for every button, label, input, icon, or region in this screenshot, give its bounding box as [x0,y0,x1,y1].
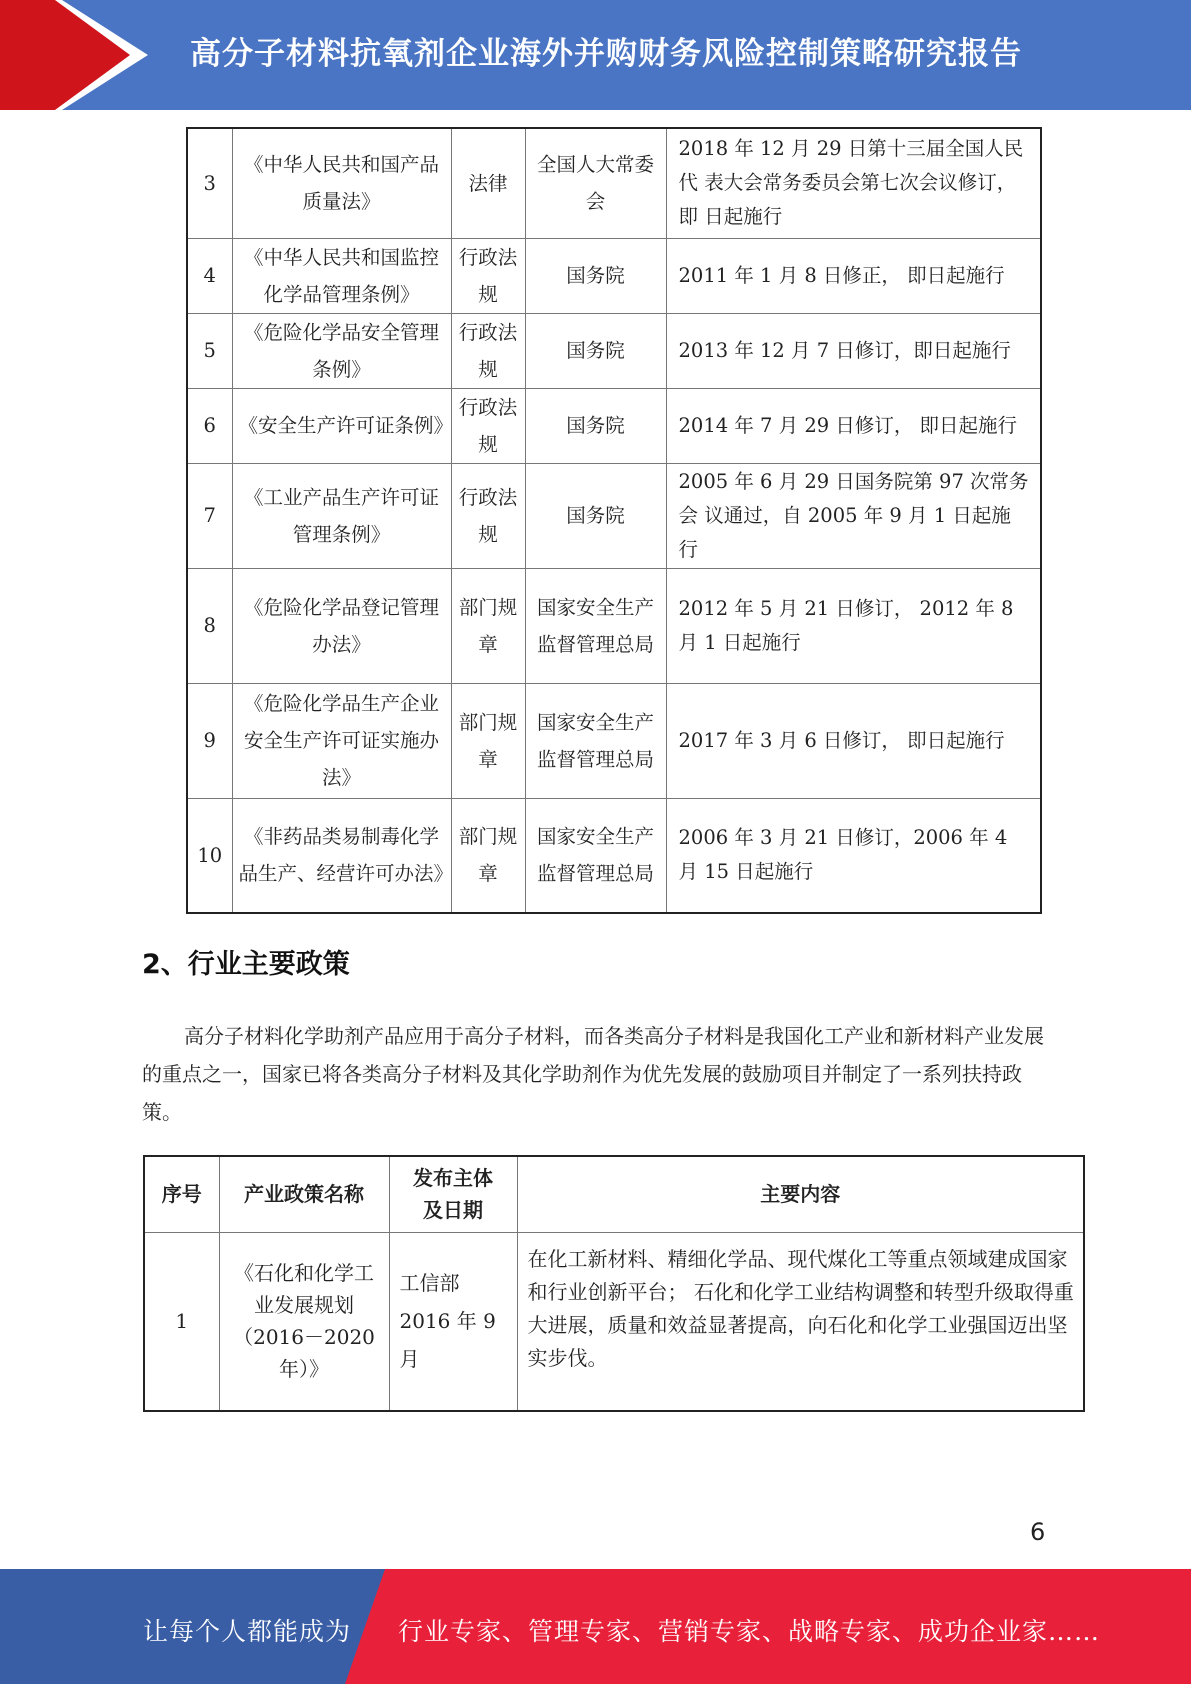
footer-slogan-left: 让每个人都能成为 [143,1617,352,1646]
regulation-name: 《工业产品生产许可证管理条例》 [232,463,451,568]
table-row [187,128,1041,238]
issuing-authority: 国家安全生产监督管理总局 [525,798,666,913]
issuing-authority: 国家安全生产监督管理总局 [525,568,666,683]
page-header [0,0,1191,110]
table-row [187,683,1041,798]
table-header-row [144,1156,1084,1232]
regulations-table [186,127,1042,914]
regulation-status: 2014 年 7 月 29 日修订， 即日起施行 [666,388,1041,463]
regulation-name: 《危险化学品生产企业安全生产许可证实施办法》 [232,683,451,798]
column-header: 产业政策名称 [219,1156,389,1232]
issuing-authority: 国务院 [525,388,666,463]
section-heading: 2、行业主要政策 [142,949,350,980]
issuing-authority: 国家安全生产监督管理总局 [525,683,666,798]
row-number: 4 [187,238,232,313]
row-number: 3 [187,128,232,238]
regulation-name: 《中华人民共和国监控化学品管理条例》 [232,238,451,313]
regulation-status: 2017 年 3 月 6 日修订， 即日起施行 [666,683,1041,798]
table-row [187,313,1041,388]
row-number: 8 [187,568,232,683]
table-row [144,1232,1084,1411]
page-number: 6 [1030,1518,1046,1546]
column-header: 主要内容 [517,1156,1084,1232]
regulation-name: 《中华人民共和国产品质量法》 [232,128,451,238]
regulation-name: 《安全生产许可证条例》 [232,388,451,463]
row-number: 6 [187,388,232,463]
row-number: 10 [187,798,232,913]
footer-slogan-right: 行业专家、管理专家、营销专家、战略专家、成功企业家…… [398,1617,1101,1646]
policy-name: 《石化和化学工业发展规划（2016－2020年）》 [219,1232,389,1411]
policy-content: 在化工新材料、精细化学品、现代煤化工等重点领域建成国家和行业创新平台； 石化和化学工业结构调整和转型升级取得重大进展，质量和效益显著提高，向石化和化学工业强国迈出坚实步伐。 [517,1232,1084,1411]
regulation-type: 行政法规 [451,388,525,463]
table-row [187,798,1041,913]
page-footer [0,1569,1191,1684]
table-row [187,463,1041,568]
regulation-name: 《非药品类易制毒化学品生产、经营许可办法》 [232,798,451,913]
regulation-name: 《危险化学品安全管理条例》 [232,313,451,388]
issuing-authority: 国务院 [525,463,666,568]
regulation-type: 行政法规 [451,463,525,568]
regulation-type: 行政法规 [451,238,525,313]
row-number: 1 [144,1232,219,1411]
table-row [187,568,1041,683]
regulation-status: 2012 年 5 月 21 日修订， 2012 年 8 月 1 日起施行 [666,568,1041,683]
row-number: 7 [187,463,232,568]
section-paragraph: 高分子材料化学助剂产品应用于高分子材料，而各类高分子材料是我国化工产业和新材料产业发展的重点之一，国家已将各类高分子材料及其化学助剂作为优先发展的鼓励项目并制定了一系列扶持政策。 [142,1024,1044,1124]
publisher-and-date: 工信部 2016 年 9 月 [389,1232,517,1411]
regulation-status: 2013 年 12 月 7 日修订，即日起施行 [666,313,1041,388]
regulation-type: 部门规章 [451,683,525,798]
issuing-authority: 国务院 [525,313,666,388]
row-number: 5 [187,313,232,388]
row-number: 9 [187,683,232,798]
policy-table [143,1155,1085,1412]
table-row [187,388,1041,463]
report-title: 高分子材料抗氧剂企业海外并购财务风险控制策略研究报告 [190,36,1022,72]
regulation-status: 2006 年 3 月 21 日修订，2006 年 4 月 15 日起施行 [666,798,1041,913]
regulation-type: 法律 [451,128,525,238]
regulation-status: 2018 年 12 月 29 日第十三届全国人民代 表大会常务委员会第七次会议修订，即 日起施行 [666,128,1041,238]
issuing-authority: 国务院 [525,238,666,313]
column-header: 发布主体及日期 [389,1156,517,1232]
regulation-status: 2011 年 1 月 8 日修正， 即日起施行 [666,238,1041,313]
regulation-status: 2005 年 6 月 29 日国务院第 97 次常务会 议通过，自 2005 年 9 月 1 日起施行 [666,463,1041,568]
issuing-authority: 全国人大常委会 [525,128,666,238]
regulation-name: 《危险化学品登记管理办法》 [232,568,451,683]
column-header: 序号 [144,1156,219,1232]
regulation-type: 部门规章 [451,568,525,683]
table-row [187,238,1041,313]
regulation-type: 行政法规 [451,313,525,388]
regulation-type: 部门规章 [451,798,525,913]
